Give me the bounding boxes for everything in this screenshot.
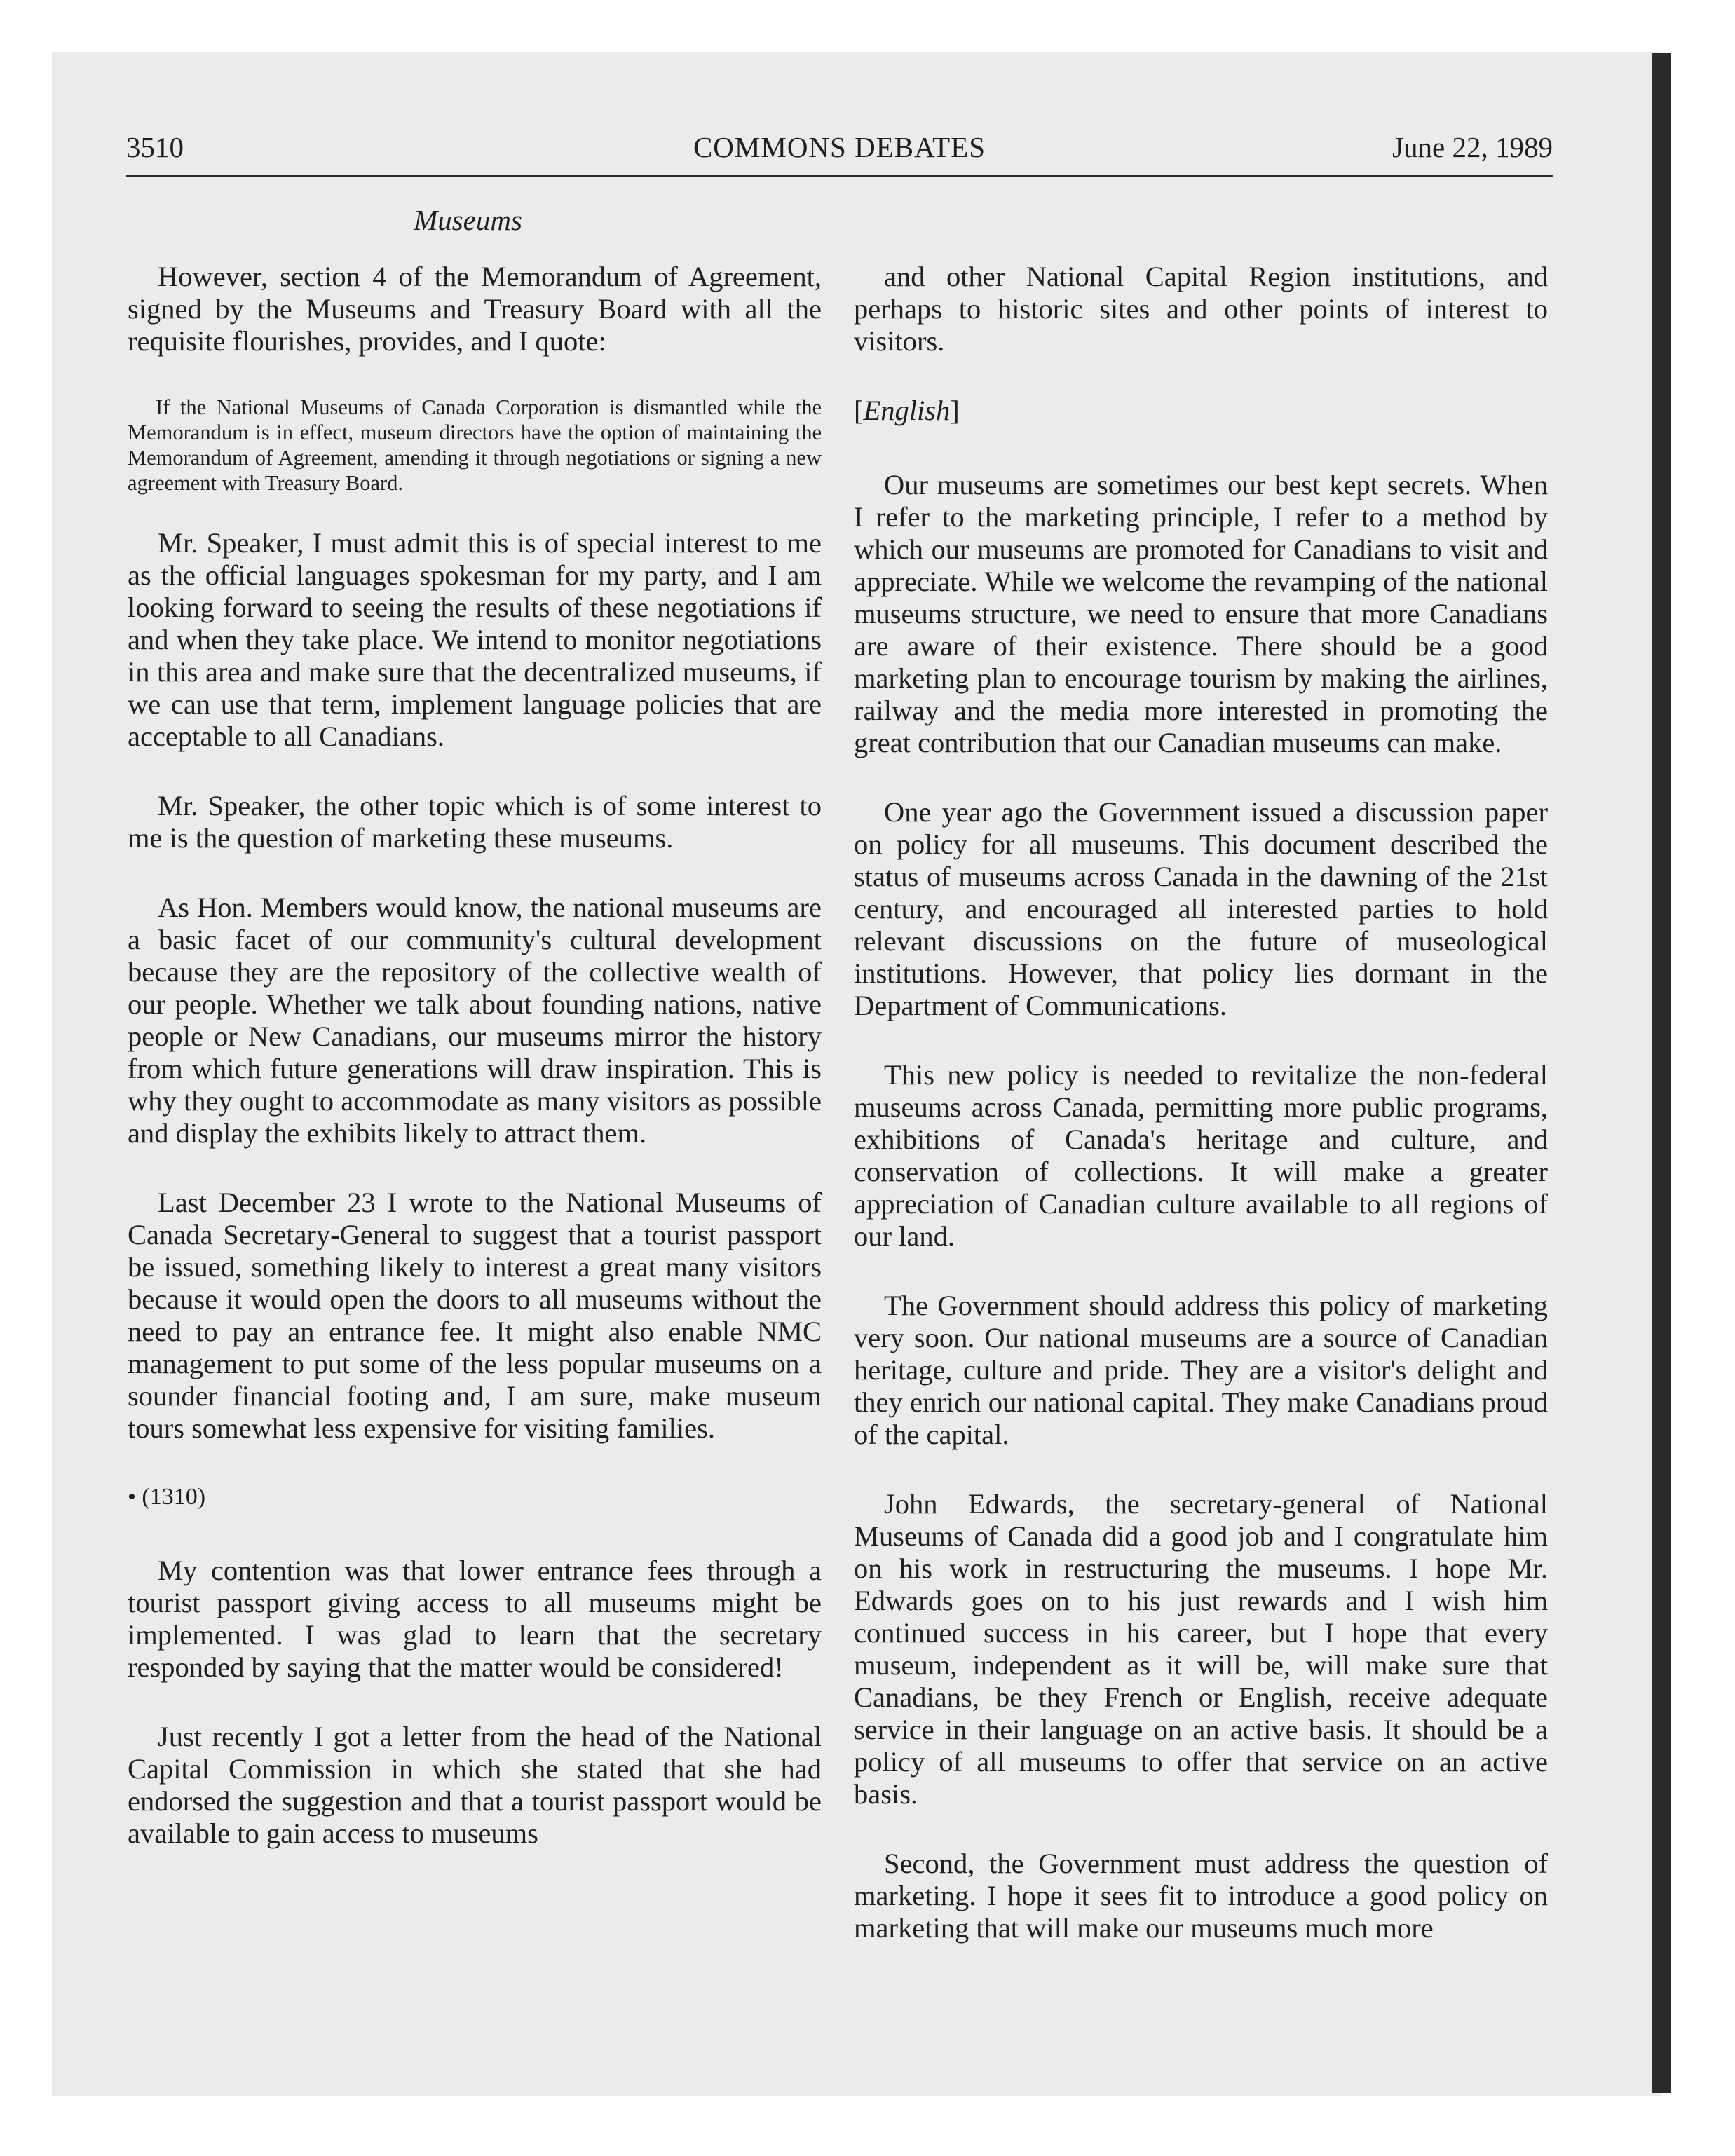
language-label: English <box>863 395 951 426</box>
paragraph: Our museums are sometimes our best kept secrets. When I refer to the marketing principle, I refer to a method by which our museums are promoted for Canadians to visit and appreciate. While we welcome the revamping of the national museums structure, we need to ensure that more Canadians are aware of their existence. There should be a good marketing plan to encourage tourism by making the airlines, railway and the media more interested in promoting the great contribution that our Canadian museums can make. <box>854 469 1548 758</box>
paragraph: Last December 23 I wrote to the National Museums of Canada Secretary-General to suggest that a tourist passport be issued, something likely to interest a great many visitors because it would open the doors to all museums without the need to pay an entrance fee. It might also enable NMC management to put some of the less popular museums on a sounder financial footing and, I am sure, make museum tours somewhat less expensive for visiting families. <box>128 1187 822 1444</box>
paragraph: This new policy is needed to revitalize the non-federal museums across Canada, permitting more public programs, exhibitions of Canada's heritage and culture, and conservation of collections. It will make a greater appreciation of Canadian culture available to all regions of our land. <box>854 1059 1548 1252</box>
bracket-close: ] <box>950 395 960 426</box>
paragraph: As Hon. Members would know, the national museums are a basic facet of our community's cultural development because they are the repository of the collective wealth of our people. Whether we talk about founding nations, native people or New Canadians, our museums mirror the history from which future generations will draw inspiration. This is why they ought to accommodate as many visitors as possible and display the exhibits likely to attract them. <box>128 892 822 1149</box>
paragraph: My contention was that lower entrance fees through a tourist passport giving access to all museums might be implemented. I was glad to learn that the secretary responded by saying that the matter would be considered! <box>128 1555 822 1683</box>
left-column <box>128 261 822 1887</box>
page-number: 3510 <box>126 131 184 163</box>
right-column <box>854 261 1548 1981</box>
scan-edge-bar <box>1652 53 1671 2093</box>
paragraph: However, section 4 of the Memorandum of Agreement, signed by the Museums and Treasury Board with all the requisite flourishes, provides, and I quote: <box>128 261 822 357</box>
paragraph: Second, the Government must address the question of marketing. I hope it sees fit to introduce a good policy on marketing that will make our museums much more <box>854 1848 1548 1944</box>
page-header <box>126 130 1553 172</box>
paragraph: One year ago the Government issued a discussion paper on policy for all museums. This document described the status of museums across Canada in the dawning of the 21st century, and encouraged all interested parties to hold relevant discussions on the future of museological institutions. However, that policy lies dormant in the Department of Communications. <box>854 796 1548 1021</box>
paragraph: The Government should address this policy of marketing very soon. Our national museums are a source of Canadian heritage, culture and pride. They are a visitor's delight and they enrich our national capital. They make Canadians proud of the capital. <box>854 1290 1548 1450</box>
paragraph: Mr. Speaker, I must admit this is of special interest to me as the official languages spokesman for my party, and I am looking forward to seeing the results of these negotiations if and when they take place. We intend to monitor negotiations in this area and make sure that the decentralized museums, if we can use that term, implement language policies that are acceptable to all Canadians. <box>128 527 822 752</box>
paragraph: Mr. Speaker, the other topic which is of some interest to me is the question of marketing these museums. <box>128 790 822 854</box>
language-marker <box>854 395 1548 427</box>
paragraph: John Edwards, the secretary-general of National Museums of Canada did a good job and I congratulate him on his work in restructuring the museums. I hope Mr. Edwards goes on to his just rewards and I wish him continued success in his career, but I hope that every museum, independent as it will be, will make sure that Canadians, be they French or English, receive adequate service in their language on an active basis. It should be a policy of all museums to offer that service on an active basis. <box>854 1488 1548 1810</box>
block-quote: If the National Museums of Canada Corporation is dismantled while the Memorandum is in effect, museum directors have the option of maintaining the Memorandum of Agreement, amending it through negotiations or signing a new agreement with Treasury Board. <box>128 395 822 495</box>
publication-title: COMMONS DEBATES <box>693 131 986 163</box>
page-date: June 22, 1989 <box>1392 131 1553 163</box>
subject-heading: Museums <box>414 204 522 236</box>
time-marker: • (1310) <box>128 1484 206 1510</box>
bracket-open: [ <box>854 395 864 426</box>
paragraph: and other National Capital Region institutions, and perhaps to historic sites and other points of interest to visitors. <box>854 261 1548 357</box>
paragraph: Just recently I got a letter from the head of the National Capital Commission in which she stated that she had endorsed the suggestion and that a tourist passport would be available to gain access to museums <box>128 1721 822 1849</box>
header-rule <box>126 175 1553 177</box>
